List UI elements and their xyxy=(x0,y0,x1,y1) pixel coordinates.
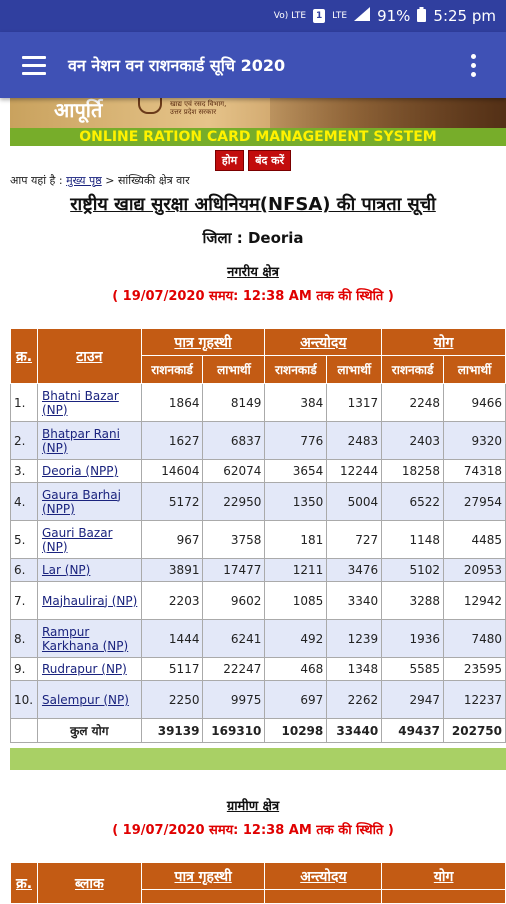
cell-value: 8149 xyxy=(203,384,265,422)
cell-value: 2250 xyxy=(141,681,203,719)
banner-word: आपूर्ति xyxy=(54,98,103,122)
table-row xyxy=(11,582,506,620)
district-label: जिला : Deoria xyxy=(202,229,304,247)
app-bar xyxy=(0,32,506,98)
urban-table xyxy=(10,328,506,743)
cell-value: 1085 xyxy=(265,582,327,620)
sim-icon: 1 xyxy=(313,9,325,23)
town-link[interactable]: Bhatpar Rani (NP) xyxy=(37,422,141,460)
total-value: 169310 xyxy=(203,719,265,743)
cell-value: 776 xyxy=(265,422,327,460)
col-group-total: योग xyxy=(382,863,506,890)
cell-value: 4485 xyxy=(444,521,506,559)
row-sn: 4. xyxy=(11,483,38,521)
cell-value: 384 xyxy=(265,384,327,422)
cell-value: 3654 xyxy=(265,460,327,483)
lte-indicator: LTE xyxy=(332,10,348,21)
cell-value: 727 xyxy=(327,521,382,559)
cell-value: 2262 xyxy=(327,681,382,719)
signal-icon xyxy=(354,7,370,25)
cell-value: 3340 xyxy=(327,582,382,620)
battery-percent: 91% xyxy=(377,7,411,25)
cell-value: 5004 xyxy=(327,483,382,521)
cell-value: 1444 xyxy=(141,620,203,658)
table-row xyxy=(11,384,506,422)
urban-area-title: नगरीय क्षेत्र xyxy=(227,265,279,280)
col-beneficiary: लाभार्थी xyxy=(327,356,382,384)
cell-value: 6241 xyxy=(203,620,265,658)
col-ration-card: राशनकार्ड xyxy=(382,356,444,384)
cell-value: 6837 xyxy=(203,422,265,460)
rural-table xyxy=(10,862,506,904)
col-group-antyodaya: अन्त्योदय xyxy=(265,329,382,356)
row-sn: 2. xyxy=(11,422,38,460)
cell-value: 1239 xyxy=(327,620,382,658)
cell-value: 3758 xyxy=(203,521,265,559)
table-row xyxy=(11,521,506,559)
cell-value: 12237 xyxy=(444,681,506,719)
total-label: कुल योग xyxy=(37,719,141,743)
col-beneficiary: लाभार्थी xyxy=(203,356,265,384)
clock: 5:25 pm xyxy=(433,7,496,25)
cell-value: 1148 xyxy=(382,521,444,559)
breadcrumb-home-link[interactable]: मुख्य पृष्ठ xyxy=(66,174,102,187)
breadcrumb-prefix: आप यहां है : xyxy=(10,174,63,187)
table-row xyxy=(11,658,506,681)
battery-icon xyxy=(417,7,426,26)
cell-value: 9602 xyxy=(203,582,265,620)
cell-value: 5117 xyxy=(141,658,203,681)
cell-value: 23595 xyxy=(444,658,506,681)
table-row xyxy=(11,681,506,719)
col-beneficiary: लाभार्थी xyxy=(444,356,506,384)
cell-value: 3476 xyxy=(327,559,382,582)
cell-value: 1627 xyxy=(141,422,203,460)
col-group-eligible-household: पात्र गृहस्थी xyxy=(141,863,265,890)
cell-value: 1936 xyxy=(382,620,444,658)
cell-value: 697 xyxy=(265,681,327,719)
town-link[interactable]: Rampur Karkhana (NP) xyxy=(37,620,141,658)
rural-status-line: ( 19/07/2020 समय: 12:38 AM तक की स्थिति ) xyxy=(112,823,394,838)
cell-value: 20953 xyxy=(444,559,506,582)
town-link[interactable]: Deoria (NPP) xyxy=(37,460,141,483)
table-row xyxy=(11,559,506,582)
total-value: 10298 xyxy=(265,719,327,743)
cell-value: 2483 xyxy=(327,422,382,460)
site-banner xyxy=(10,98,506,128)
breadcrumb-current: सांख्यिकी क्षेत्र वार xyxy=(117,174,190,187)
town-link[interactable]: Bhatni Bazar (NP) xyxy=(37,384,141,422)
cell-value: 6522 xyxy=(382,483,444,521)
cell-value: 62074 xyxy=(203,460,265,483)
total-row xyxy=(11,719,506,743)
cell-value: 9466 xyxy=(444,384,506,422)
town-link[interactable]: Majhauliraj (NP) xyxy=(37,582,141,620)
cell-value: 17477 xyxy=(203,559,265,582)
total-value: 202750 xyxy=(444,719,506,743)
town-link[interactable]: Rudrapur (NP) xyxy=(37,658,141,681)
row-sn: 7. xyxy=(11,582,38,620)
banner-photo xyxy=(270,98,506,128)
cell-value: 14604 xyxy=(141,460,203,483)
cell-value: 18258 xyxy=(382,460,444,483)
row-sn: 1. xyxy=(11,384,38,422)
menu-icon[interactable] xyxy=(22,56,46,75)
banner-department-line1: खाद्य एवं रसद विभाग, xyxy=(170,100,227,108)
cell-value: 181 xyxy=(265,521,327,559)
cell-value: 2248 xyxy=(382,384,444,422)
page-title: राष्ट्रीय खाद्य सुरक्षा अधिनियम(NFSA) की पात्रता सूची xyxy=(70,194,436,215)
row-sn: 6. xyxy=(11,559,38,582)
col-ration-card: राशनकार्ड xyxy=(141,356,203,384)
cell-value: 1864 xyxy=(141,384,203,422)
table-row xyxy=(11,422,506,460)
col-ration-card: राशनकार्ड xyxy=(265,356,327,384)
close-button[interactable]: बंद करें xyxy=(248,150,291,171)
app-title: वन नेशन वन राशनकार्ड सूचि 2020 xyxy=(68,56,286,75)
cell-value: 1211 xyxy=(265,559,327,582)
total-value: 33440 xyxy=(327,719,382,743)
cell-value: 9320 xyxy=(444,422,506,460)
col-town: टाउन xyxy=(37,329,141,384)
cell-value: 5585 xyxy=(382,658,444,681)
row-sn: 9. xyxy=(11,658,38,681)
up-emblem-icon xyxy=(138,98,162,114)
table-footer-bar xyxy=(10,748,506,770)
table-row xyxy=(11,620,506,658)
cell-value: 1348 xyxy=(327,658,382,681)
banner-department-line2: उत्तर प्रदेश सरकार xyxy=(170,108,217,116)
table-row xyxy=(11,460,506,483)
cell-value: 27954 xyxy=(444,483,506,521)
col-group-eligible-household: पात्र गृहस्थी xyxy=(141,329,265,356)
banner-department xyxy=(170,100,226,116)
cell-value: 3288 xyxy=(382,582,444,620)
cell-value: 1350 xyxy=(265,483,327,521)
row-sn: 5. xyxy=(11,521,38,559)
total-value: 39139 xyxy=(141,719,203,743)
nav-buttons xyxy=(0,150,506,171)
cell-value: 7480 xyxy=(444,620,506,658)
breadcrumb xyxy=(10,173,190,188)
table-row xyxy=(11,483,506,521)
col-group-antyodaya: अन्त्योदय xyxy=(265,863,382,890)
cell-value: 5102 xyxy=(382,559,444,582)
cell-value: 468 xyxy=(265,658,327,681)
cell-value: 22247 xyxy=(203,658,265,681)
cell-value: 3891 xyxy=(141,559,203,582)
col-sn: क्र. xyxy=(11,329,38,384)
rural-area-title: ग्रामीण क्षेत्र xyxy=(226,799,280,814)
total-value: 49437 xyxy=(382,719,444,743)
more-options-icon[interactable] xyxy=(470,54,476,77)
cell-value: 74318 xyxy=(444,460,506,483)
row-sn: 3. xyxy=(11,460,38,483)
system-name-bar: ONLINE RATION CARD MANAGEMENT SYSTEM xyxy=(10,128,506,146)
cell-value: 12942 xyxy=(444,582,506,620)
cell-value: 2203 xyxy=(141,582,203,620)
cell-value: 5172 xyxy=(141,483,203,521)
row-sn xyxy=(11,719,38,743)
cell-value: 2947 xyxy=(382,681,444,719)
cell-value: 9975 xyxy=(203,681,265,719)
col-group-total: योग xyxy=(382,329,506,356)
row-sn: 10. xyxy=(11,681,38,719)
col-block: ब्लाक xyxy=(37,863,141,904)
home-button[interactable]: होम xyxy=(215,150,244,171)
cell-value: 492 xyxy=(265,620,327,658)
col-sn: क्र. xyxy=(11,863,38,904)
cell-value: 967 xyxy=(141,521,203,559)
cell-value: 12244 xyxy=(327,460,382,483)
town-link[interactable]: Salempur (NP) xyxy=(37,681,141,719)
breadcrumb-separator: > xyxy=(105,174,115,187)
town-link[interactable]: Lar (NP) xyxy=(37,559,141,582)
cell-value: 2403 xyxy=(382,422,444,460)
volte-indicator: Vo) LTE xyxy=(273,10,307,21)
urban-status-line: ( 19/07/2020 समय: 12:38 AM तक की स्थिति ) xyxy=(112,289,394,304)
town-link[interactable]: Gaura Barhaj (NPP) xyxy=(37,483,141,521)
cell-value: 1317 xyxy=(327,384,382,422)
cell-value: 22950 xyxy=(203,483,265,521)
row-sn: 8. xyxy=(11,620,38,658)
town-link[interactable]: Gauri Bazar (NP) xyxy=(37,521,141,559)
status-bar xyxy=(0,0,506,32)
